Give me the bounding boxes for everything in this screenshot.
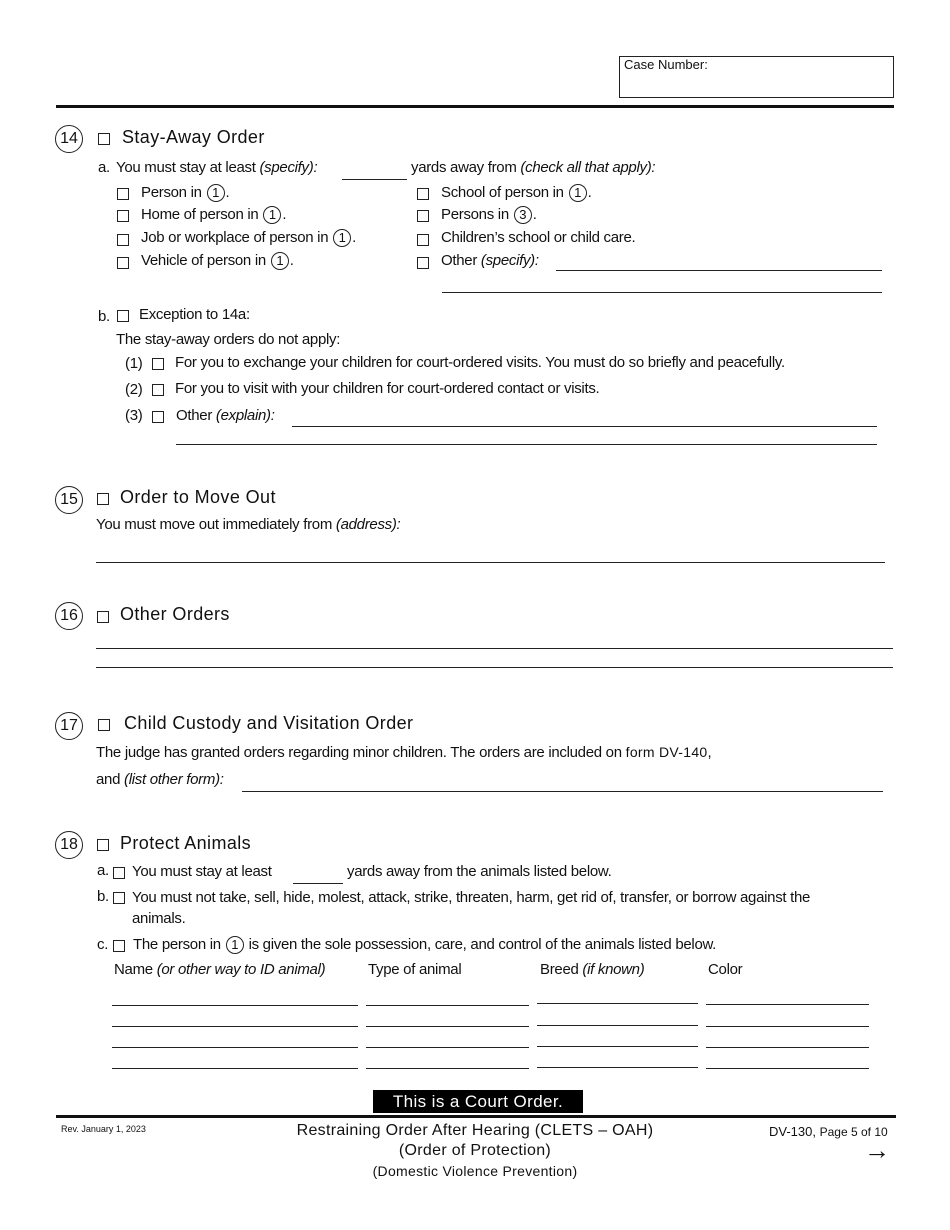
s14b-intro: The stay-away orders do not apply:	[116, 331, 341, 348]
s15-address-field[interactable]	[96, 562, 885, 563]
page-number: Page 5 of 10	[819, 1125, 888, 1139]
s14b-3-marker: (3)	[125, 407, 143, 424]
s14b-2-text: For you to visit with your children for court-ordered contact or visits.	[175, 380, 600, 397]
section-15-number: 15	[55, 486, 83, 514]
s16-field-2[interactable]	[96, 667, 893, 668]
s17-text: The judge has granted orders regarding minor children. The orders are included on form DV-140,	[96, 744, 712, 761]
s18a-yards-field[interactable]	[293, 883, 343, 884]
form-number: DV-130,	[769, 1124, 816, 1139]
section-18-number: 18	[55, 831, 83, 859]
s14a-text-2: yards away from (check all that apply):	[411, 159, 656, 176]
s18-row4-type[interactable]	[366, 1068, 529, 1069]
s18-row3-name[interactable]	[112, 1047, 358, 1048]
s14b-3-field[interactable]	[292, 426, 877, 427]
s18a-text-2: yards away from the animals listed below.	[347, 863, 612, 880]
s18a-checkbox[interactable]	[113, 867, 125, 879]
s18b-text-1: You must not take, sell, hide, molest, attack, strike, threaten, harm, get rid of, transfer, or borrow against the	[132, 889, 811, 906]
s18-row2-type[interactable]	[366, 1026, 529, 1027]
s18-checkbox[interactable]	[97, 839, 109, 851]
s14a-text: You must stay at least (specify):	[116, 159, 318, 176]
s14-school-label: School of person in 1 .	[441, 184, 592, 201]
s14-persons-checkbox[interactable]	[417, 210, 429, 222]
s14-vehicle-checkbox[interactable]	[117, 257, 129, 269]
s15-checkbox[interactable]	[97, 493, 109, 505]
s14-job-checkbox[interactable]	[117, 234, 129, 246]
s18-row3-type[interactable]	[366, 1047, 529, 1048]
s14-other-checkbox[interactable]	[417, 257, 429, 269]
s18-col-type: Type of animal	[368, 961, 462, 978]
section-14-number: 14	[55, 125, 83, 153]
s17-title: Child Custody and Visitation Order	[124, 713, 414, 733]
s14b-3-field-2[interactable]	[176, 444, 877, 445]
s14b-2-marker: (2)	[125, 381, 143, 398]
s18-row4-breed[interactable]	[537, 1067, 698, 1068]
s14-other-label: Other (specify):	[441, 252, 539, 269]
s18-row1-breed[interactable]	[537, 1003, 698, 1004]
s18-col-color: Color	[708, 961, 743, 978]
s14-vehicle-label: Vehicle of person in 1 .	[141, 252, 294, 269]
s16-title: Other Orders	[120, 604, 230, 624]
s18a-text-1: You must stay at least	[132, 863, 272, 880]
s14-home-checkbox[interactable]	[117, 210, 129, 222]
footer-subtitle: (Order of Protection)	[398, 1142, 552, 1159]
s14-title: Stay-Away Order	[122, 127, 265, 147]
s14-job-label: Job or workplace of person in 1 .	[141, 229, 356, 246]
s17-other-form-field[interactable]	[242, 791, 883, 792]
s14a-yards-field[interactable]	[342, 179, 407, 180]
s18c-marker: c.	[97, 936, 109, 953]
s18-row4-color[interactable]	[706, 1068, 869, 1069]
s18a-marker: a.	[97, 862, 109, 879]
s14b-checkbox[interactable]	[117, 310, 129, 322]
s18-title: Protect Animals	[120, 833, 252, 853]
s18-row1-type[interactable]	[366, 1005, 529, 1006]
s15-title: Order to Move Out	[120, 487, 276, 507]
s18-row2-breed[interactable]	[537, 1025, 698, 1026]
s16-field-1[interactable]	[96, 648, 893, 649]
s18-row4-name[interactable]	[112, 1068, 358, 1069]
s14-other-field-2[interactable]	[442, 292, 882, 293]
s17-other-form-label: and (list other form):	[96, 771, 224, 788]
s14-person-label: Person in 1 .	[141, 184, 230, 201]
s14b-2-checkbox[interactable]	[152, 384, 164, 396]
s14-checkbox[interactable]	[98, 133, 110, 145]
footer-title: Restraining Order After Hearing (CLETS – OAH)	[296, 1122, 654, 1139]
s18-row1-name[interactable]	[112, 1005, 358, 1006]
revision-date: Rev. January 1, 2023	[61, 1124, 146, 1134]
s18-row2-color[interactable]	[706, 1026, 869, 1027]
s18-row2-name[interactable]	[112, 1026, 358, 1027]
header-rule	[56, 105, 894, 108]
s14b-label: Exception to 14a:	[139, 306, 250, 323]
s17-checkbox[interactable]	[98, 719, 110, 731]
s14-home-label: Home of person in 1 .	[141, 206, 287, 223]
s18-row3-color[interactable]	[706, 1047, 869, 1048]
s14-other-field[interactable]	[556, 270, 882, 271]
section-16-number: 16	[55, 602, 83, 630]
s14-childrens-school-checkbox[interactable]	[417, 234, 429, 246]
s18b-checkbox[interactable]	[113, 892, 125, 904]
s18-col-name: Name (or other way to ID animal)	[114, 961, 326, 978]
s14b-3-text: Other (explain):	[176, 407, 275, 424]
s15-text: You must move out immediately from (address):	[96, 516, 401, 533]
s18b-text-2: animals.	[132, 910, 186, 927]
next-page-arrow-icon[interactable]: →	[864, 1135, 890, 1165]
s14b-1-checkbox[interactable]	[152, 358, 164, 370]
s14-school-checkbox[interactable]	[417, 188, 429, 200]
s18-col-breed: Breed (if known)	[540, 961, 645, 978]
s14b-1-marker: (1)	[125, 355, 143, 372]
s14-persons-label: Persons in 3 .	[441, 206, 537, 223]
s18b-marker: b.	[97, 888, 109, 905]
case-number-label: Case Number:	[624, 57, 708, 72]
s18c-checkbox[interactable]	[113, 940, 125, 952]
s14-childrens-school-label: Children’s school or child care.	[441, 229, 636, 246]
s18-row3-breed[interactable]	[537, 1046, 698, 1047]
s18-row1-color[interactable]	[706, 1004, 869, 1005]
case-number-box[interactable]	[619, 56, 894, 98]
footer-rule	[56, 1115, 896, 1118]
footer-subtitle-2: (Domestic Violence Prevention)	[372, 1163, 578, 1179]
court-order-banner: This is a Court Order.	[373, 1090, 583, 1113]
s16-checkbox[interactable]	[97, 611, 109, 623]
section-17-number: 17	[55, 712, 83, 740]
s14b-1-text: For you to exchange your children for court-ordered visits. You must do so briefly and peacefully.	[175, 354, 785, 371]
s18c-text: The person in 1 is given the sole possession, care, and control of the animals listed below.	[133, 936, 717, 953]
s14b-3-checkbox[interactable]	[152, 411, 164, 423]
s14-person-checkbox[interactable]	[117, 188, 129, 200]
s14a-marker: a.	[98, 159, 110, 176]
s14b-marker: b.	[98, 308, 110, 325]
